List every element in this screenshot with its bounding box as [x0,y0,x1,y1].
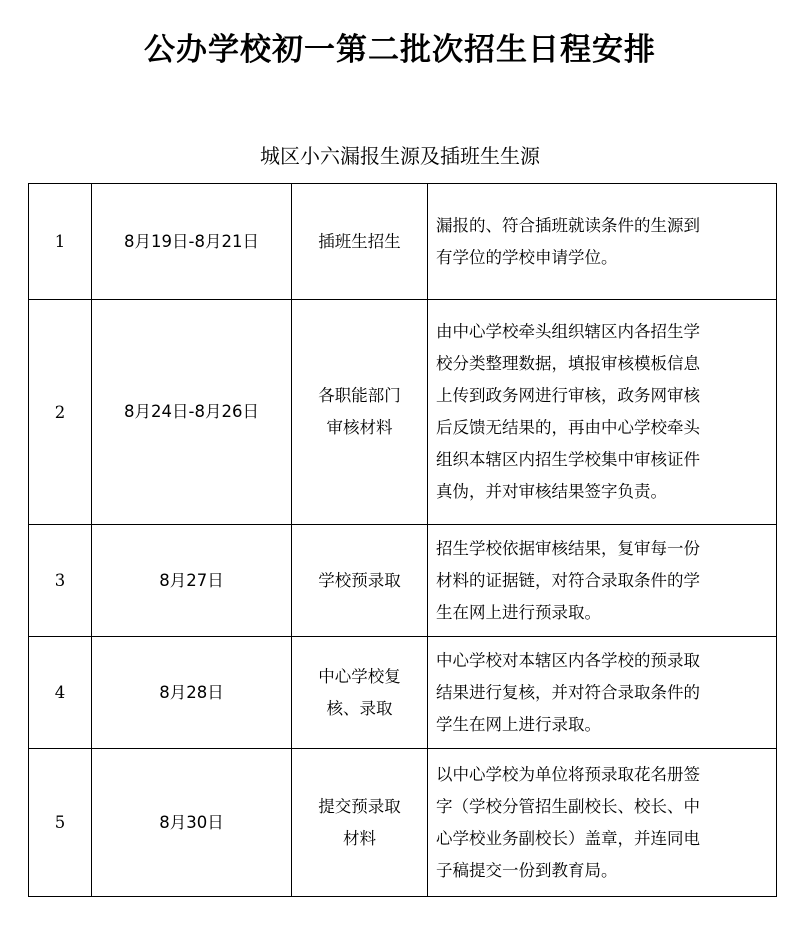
row-number: 4 [29,637,92,749]
table-row [29,300,777,525]
row-number: 2 [29,300,92,525]
row-item-line: 材料 [343,828,376,848]
row-description-line: 招生学校依据审核结果，复审每一份 [436,538,700,558]
row-description-line: 生在网上进行预录取。 [436,602,601,622]
row-description-line: 学生在网上进行录取。 [436,714,601,734]
row-number: 5 [29,749,92,897]
row-item-line: 学校预录取 [318,570,401,590]
row-description [428,184,777,300]
table-row [29,749,777,897]
row-item-line: 核、录取 [326,698,393,718]
row-description-line: 子稿提交一份到教育局。 [436,860,618,880]
row-description-line: 组织本辖区内招生学校集中审核证件 [436,450,700,469]
row-description [428,749,777,897]
row-date: 8月24日-8月26日 [92,300,292,525]
row-description [428,300,777,525]
row-description [428,525,777,637]
row-item-line: 中心学校复 [318,666,401,686]
row-description-line: 字（学校分管招生副校长、校长、中 [436,796,700,816]
row-description-line: 以中心学校为单位将预录取花名册签 [436,764,700,784]
table-row [29,184,777,300]
row-date: 8月30日 [92,749,292,897]
row-item-line: 审核材料 [326,418,393,437]
row-description-line: 材料的证据链，对符合录取条件的学 [436,570,700,590]
row-item-line: 各职能部门 [318,386,401,405]
row-item [292,300,428,525]
row-date: 8月28日 [92,637,292,749]
row-date: 8月27日 [92,525,292,637]
row-description-line: 有学位的学校申请学位。 [436,247,618,267]
row-description-line: 上传到政务网进行审核，政务网审核 [436,386,700,405]
row-item-line: 插班生招生 [318,231,401,251]
row-item [292,749,428,897]
table-row [29,637,777,749]
row-description-line: 真伪，并对审核结果签字负责。 [436,482,667,501]
row-date: 8月19日-8月21日 [92,184,292,300]
row-description-line: 校分类整理数据，填报审核模板信息 [436,354,700,373]
row-description [428,637,777,749]
page-title: 公办学校初一第二批次招生日程安排 [144,32,656,68]
row-number: 1 [29,184,92,300]
row-number: 3 [29,525,92,637]
row-description-line: 漏报的、符合插班就读条件的生源到 [436,215,700,235]
row-item [292,525,428,637]
table-row [29,525,777,637]
row-item-line: 提交预录取 [318,796,401,816]
row-description-line: 中心学校对本辖区内各学校的预录取 [436,650,700,670]
schedule-table [28,183,777,897]
row-description-line: 心学校业务副校长）盖章，并连同电 [436,828,700,848]
row-item [292,637,428,749]
row-description-line: 后反馈无结果的，再由中心学校牵头 [436,418,700,437]
row-item [292,184,428,300]
row-description-line: 结果进行复核，并对符合录取条件的 [436,682,700,702]
row-description-line: 由中心学校牵头组织辖区内各招生学 [436,322,700,341]
section-title: 城区小六漏报生源及插班生生源 [260,144,540,168]
